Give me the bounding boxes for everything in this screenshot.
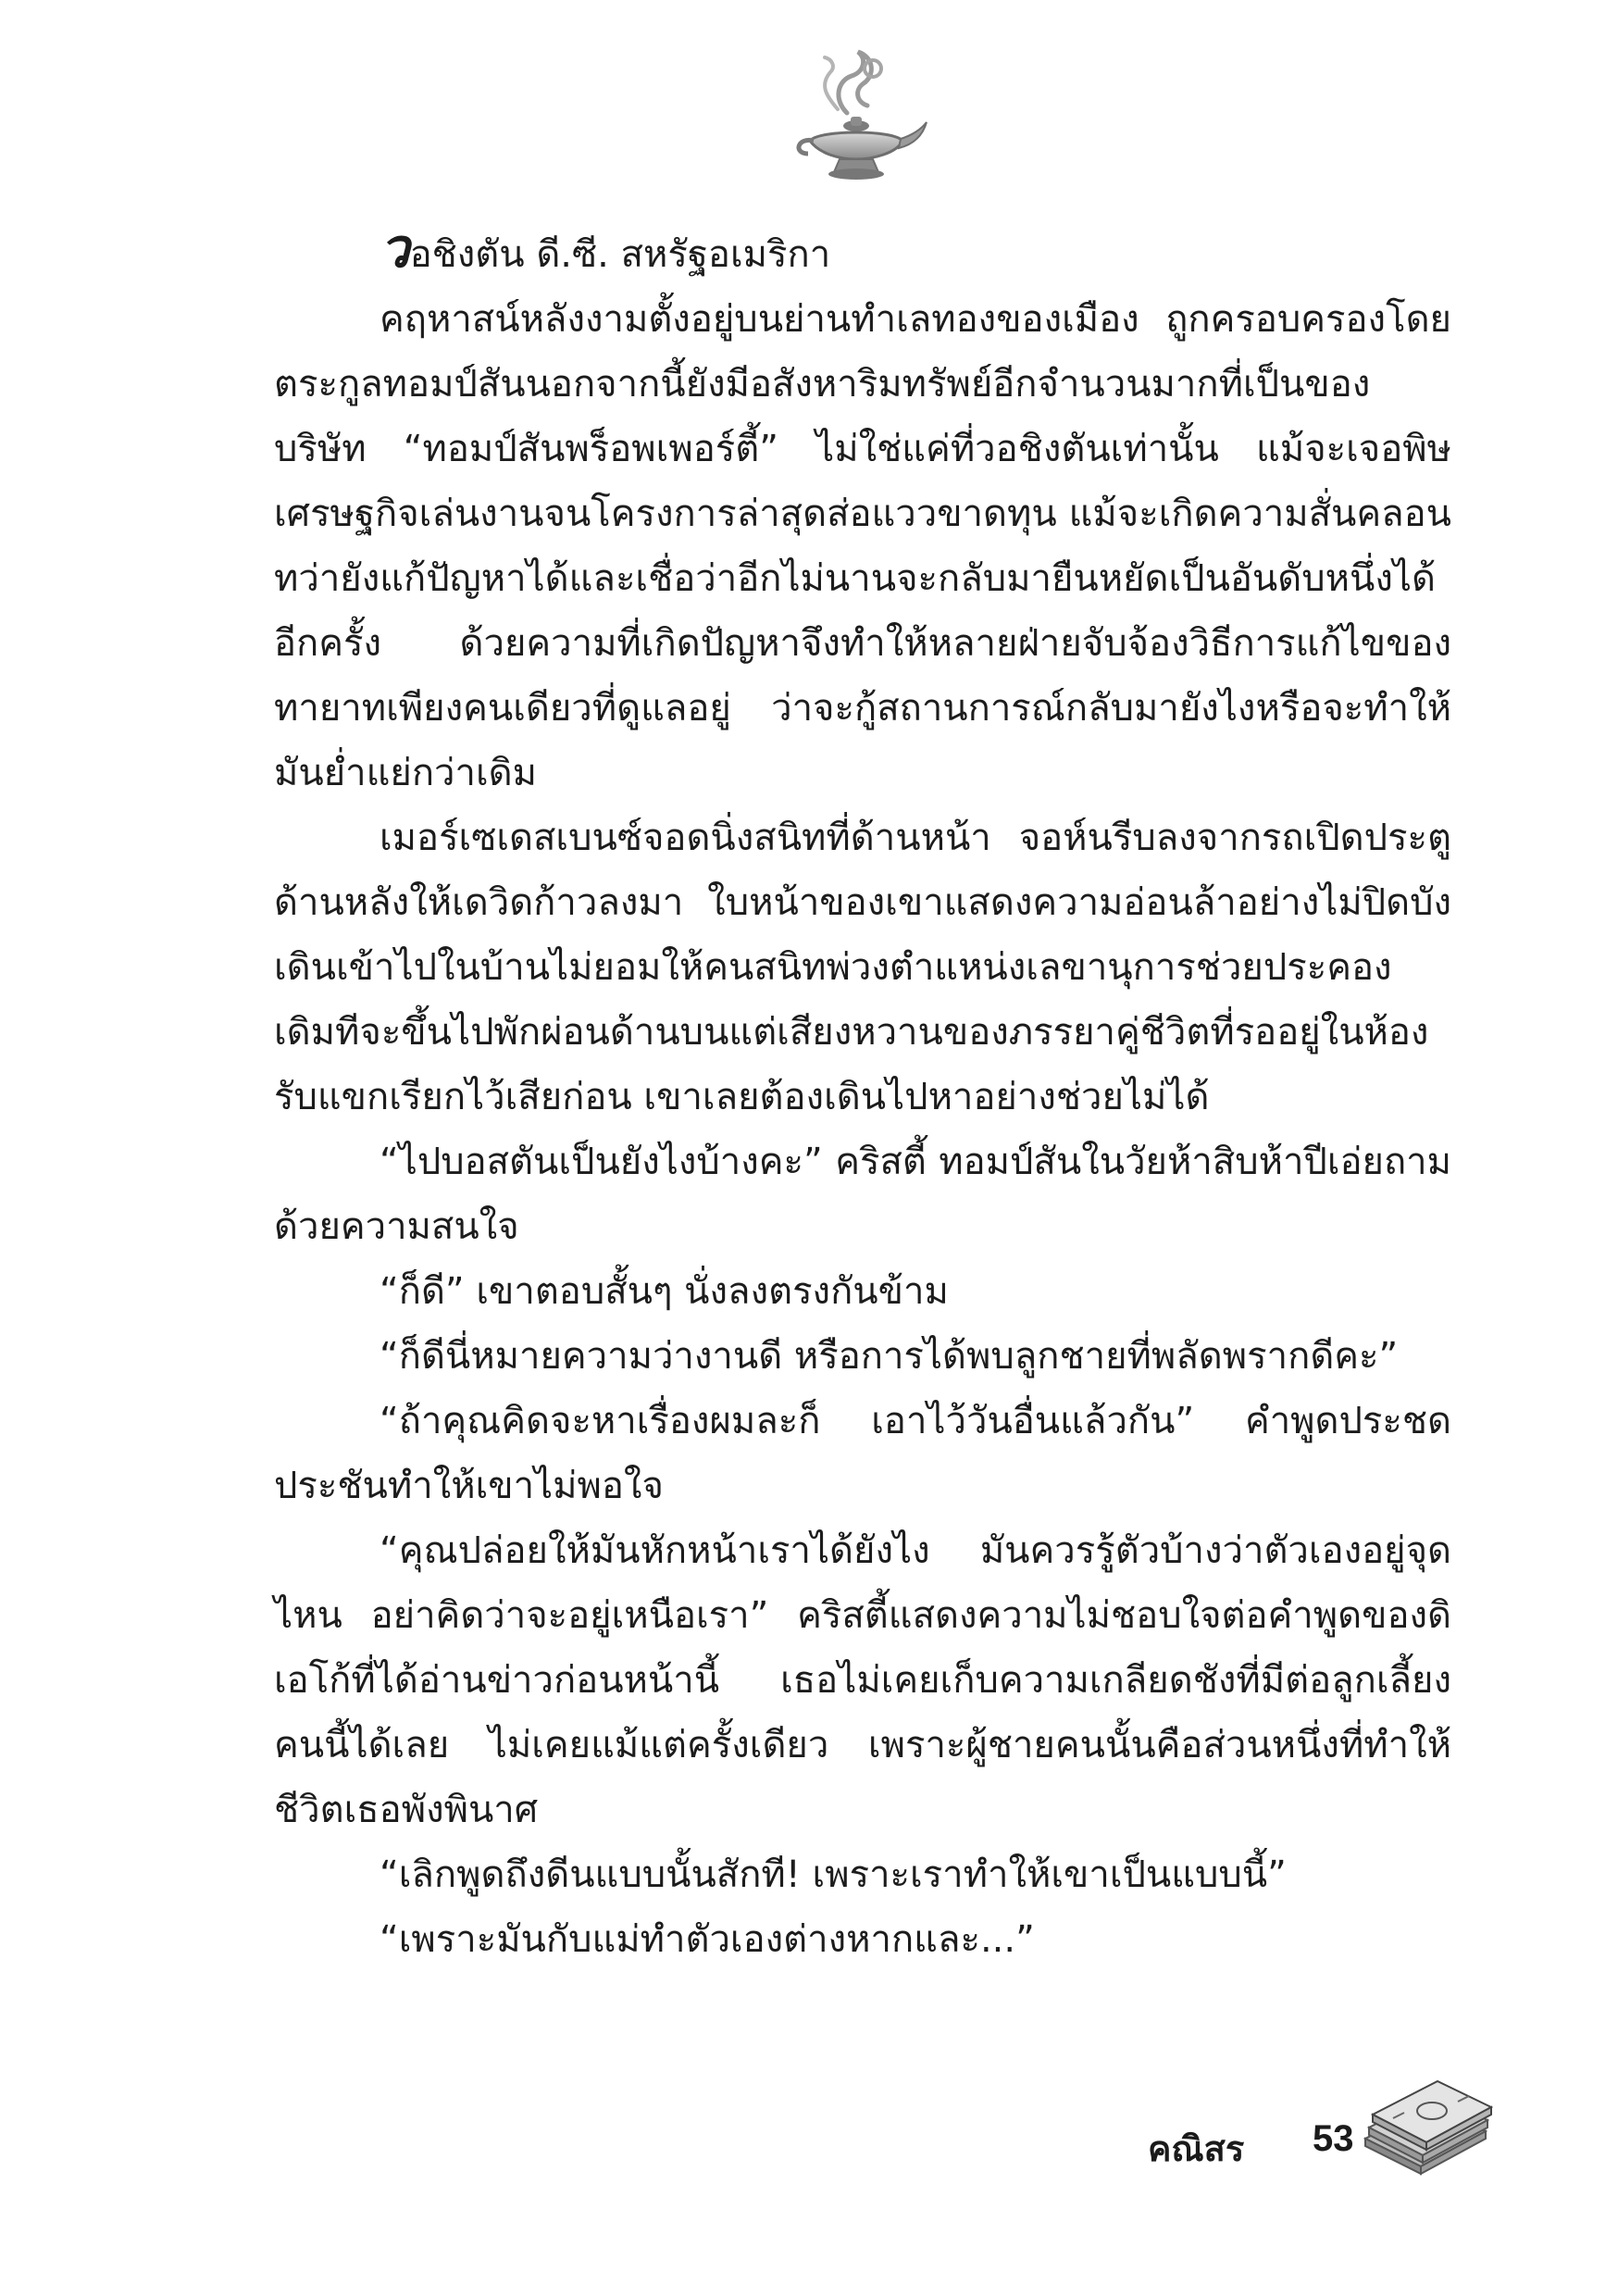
opening-line (274, 217, 1451, 287)
book-name: คณิสร (1148, 2128, 1245, 2169)
chapter-body (274, 217, 1451, 1972)
paragraph: คฤหาสน์หลังงามตั้งอยู่บนย่านทำเลทองของเมือง ถูกครอบครองโดยตระกูลทอมป์สันนอกจากนี้ยังมีอสังหาริมทรัพย์อีกจำนวนมากที่เป็นของบริษัท “ทอมป์สันพร็อพเพอร์ตี้” ไม่ใช่แค่ที่วอชิงตันเท่านั้น แม้จะเจอพิษเศรษฐกิจเล่นงานจนโครงการล่าสุดส่อแววขาดทุน แม้จะเกิดความสั่นคลอนทว่ายังแก้ปัญหาได้และเชื่อว่าอีกไม่นานจะกลับมายืนหยัดเป็นอันดับหนึ่งได้อีกครั้ง ด้วยความที่เกิดปัญหาจึงทำให้หลายฝ่ายจับจ้องวิธีการแก้ไขของทายาทเพียงคนเดียวที่ดูแลอยู่ ว่าจะกู้สถานการณ์กลับมายังไงหรือจะทำให้มันย่ำแย่กว่าเดิม (274, 298, 1451, 794)
paragraph: “ก็ดีนี่หมายความว่างานดี หรือการได้พบลูกชายที่พลัดพรากดีคะ” (380, 1335, 1399, 1378)
paragraph: “ก็ดี” เขาตอบสั้นๆ นั่งลงตรงกันข้าม (380, 1270, 949, 1313)
paragraph: “ไปบอสตันเป็นยังไงบ้างคะ” คริสตี้ ทอมป์สันในวัยห้าสิบห้าปีเอ่ยถามด้วยความสนใจ (274, 1141, 1451, 1248)
paragraph: “ถ้าคุณคิดจะหาเรื่องผมละก็ เอาไว้วันอื่นแล้วกัน” คำพูดประชดประชันทำให้เขาไม่พอใจ (274, 1400, 1451, 1507)
paragraph: “เพราะมันกับแม่ทำตัวเองต่างหากและ...” (380, 1918, 1035, 1961)
page-number: 53 (1313, 2118, 1354, 2159)
opening-text: อชิงตัน ดี.ซี. สหรัฐอเมริกา (409, 233, 831, 276)
paragraph: “คุณปล่อยให้มันหักหน้าเราได้ยังไง มันควรรู้ตัวบ้างว่าตัวเองอยู่จุดไหน อย่าคิดว่าจะอยู่เหนือเรา” คริสตี้แสดงความไม่ชอบใจต่อคำพูดของดิเอโก้ที่ได้อ่านข่าวก่อนหน้านี้ เธอไม่เคยเก็บความเกลียดชังที่มีต่อลูกเลี้ยงคนนี้ได้เลย ไม่เคยแม้แต่ครั้งเดียว เพราะผู้ชายคนนั้นคือส่วนหนึ่งที่ทำให้ชีวิตเธอพังพินาศ (274, 1529, 1451, 1831)
drop-cap: ว (380, 217, 410, 280)
page-footer (1148, 2102, 1537, 2185)
paragraph: เมอร์เซเดสเบนซ์จอดนิ่งสนิทที่ด้านหน้า จอห์นรีบลงจากรถเปิดประตูด้านหลังให้เดวิดก้าวลงมา ใบหน้าของเขาแสดงความอ่อนล้าอย่างไม่ปิดบัง เดินเข้าไปในบ้านไม่ยอมให้คนสนิทพ่วงตำแหน่งเลขานุการช่วยประคอง เดิมทีจะขึ้นไปพักผ่อนด้านบนแต่เสียงหวานของภรรยาคู่ชีวิตที่รออยู่ในห้องรับแขกเรียกไว้เสียก่อน เขาเลยต้องเดินไปหาอย่างช่วยไม่ได้ (274, 817, 1451, 1118)
paragraph: “เลิกพูดถึงดีนแบบนั้นสักที! เพราะเราทำให้เขาเป็นแบบนี้” (380, 1853, 1287, 1896)
genie-lamp-icon (782, 48, 930, 187)
money-stack-icon (1356, 2074, 1495, 2176)
